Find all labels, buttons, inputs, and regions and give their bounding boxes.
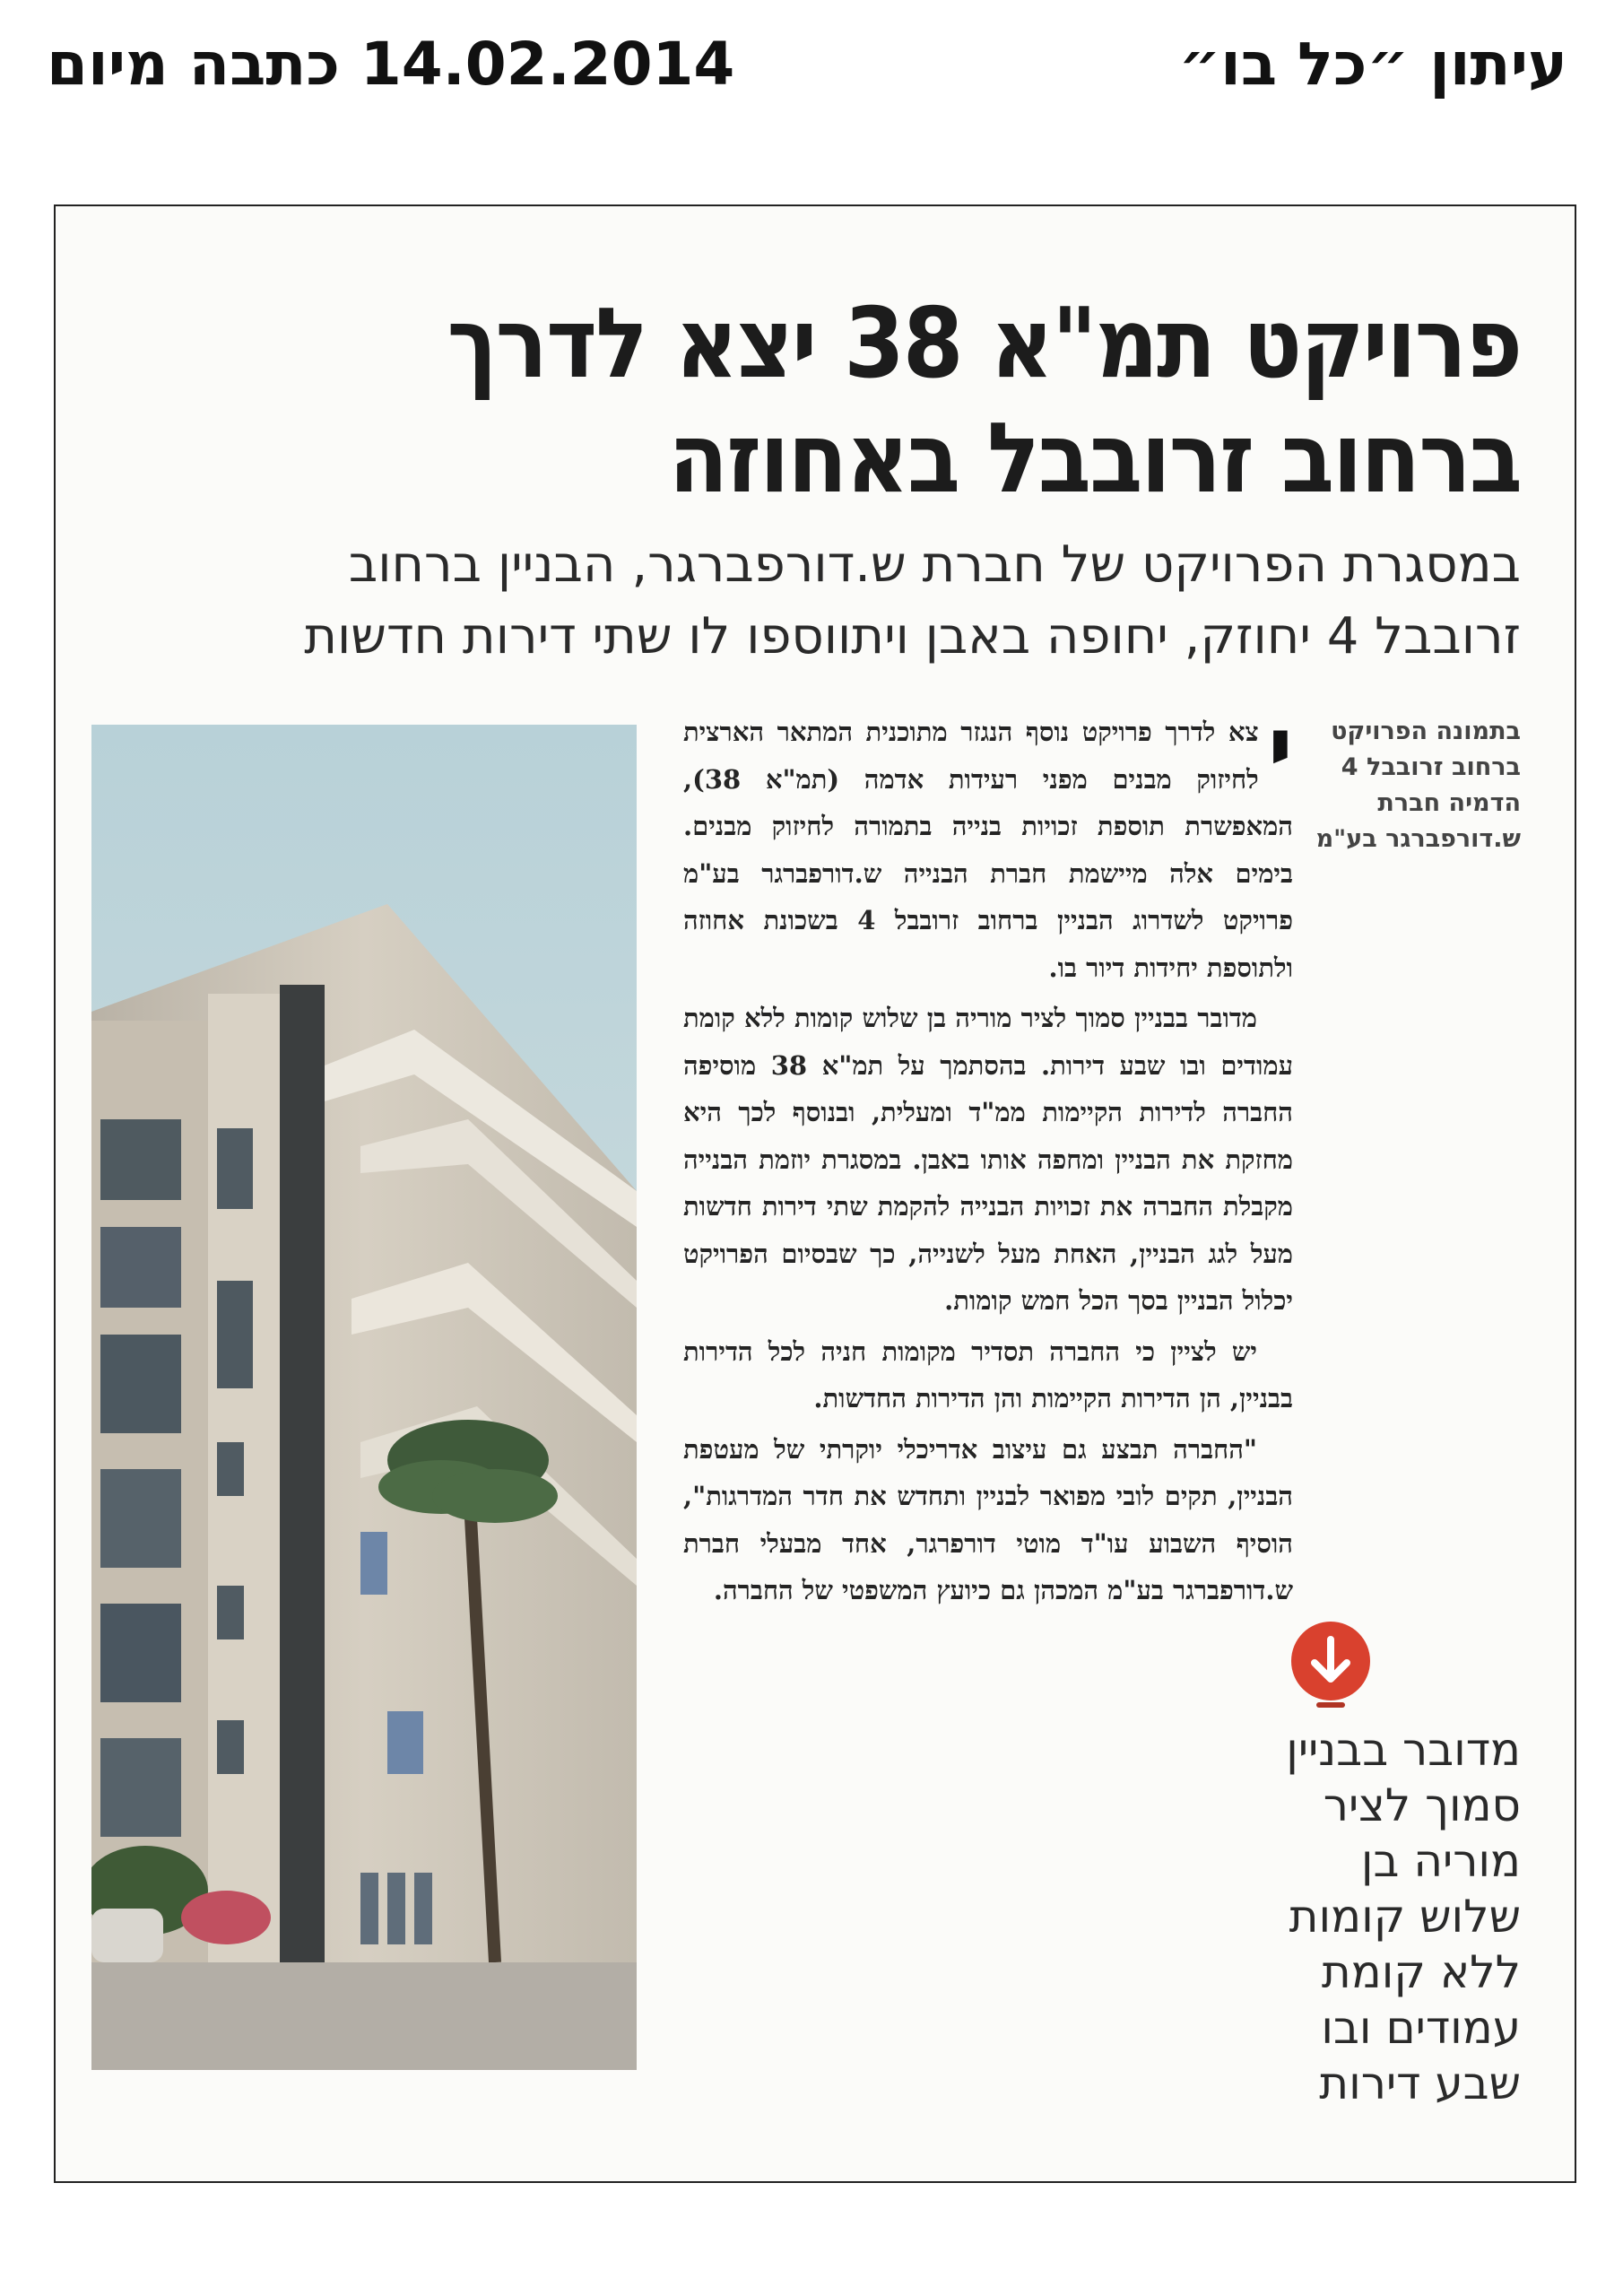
- headline-line-2: ברחוב זרובבל באחוזה: [668, 403, 1521, 515]
- newspaper-name-label: עיתון ״כל בו״: [1178, 30, 1567, 99]
- headline: [176, 287, 1521, 517]
- down-arrow-icon: [1289, 1620, 1372, 1713]
- building-rendering-illustration: [91, 725, 637, 2070]
- article-paragraph-2: מדובר בבניין סמוך לציר מוריה בן שלוש קומות ללא קומת עמודים ובו שבע דירות. בהסתמך על תמ"א 38 מוסיפה החברה לדירות הקיימות ממ"ד ומעלית, ובנוסף לכך היא מחזקת את הבניין ומחפה אותו באבן. במסגרת יוזמת הבנייה מקבלת החברה את זכויות הבנייה להקמת שתי דירות חדשות מעל לגג הבניין, האחת מעל לשנייה, כך שבסיום הפרויקט יכלול הבניין בסך הכל חמש קומות.: [683, 1003, 1294, 1316]
- article-paragraph-1-text: צא לדרך פרויקט נוסף הנגזר מתוכנית המתאר הארצית לחיזוק מבנים מפני רעידות אדמה (תמ"א 38), המאפשרת תוספת זכויות בנייה בתמורה לחיזוק מבנים. בימים אלה מיישמת חברת הבנייה ש.דורפברגר בע"מ פרויקט לשדרוג הבניין ברחוב זרובבל 4 בשכונת אחוזה ולתוספת יחידות דיור בו.: [683, 717, 1293, 983]
- newspaper-clipping: [54, 204, 1576, 2183]
- article-paragraph-1: [683, 698, 1293, 991]
- photo-caption: בתמונה הפרויקט ברחוב זרובבל 4 הדמיה חברת ש.דורפברגר בע"מ: [1315, 718, 1521, 853]
- article-paragraph-4: "החברה תבצע גם עיצוב אדריכלי יוקרתי של מעטפת הבניין, תקים לובי מפואר לבניין ותחדש את חדר המדרגות", הוסיף השבוע עו"ד מוטי דורפרגר, אחד מבעלי חברת ש.דורפברגר בע"מ המכהן גם כיועץ המשפטי של החברה.: [683, 1433, 1293, 1605]
- subheadline-line-2: זרובבל 4 יחוזק, יחופה באבן ויתווספו לו שתי דירות חדשות: [304, 607, 1521, 665]
- article-body: [683, 698, 1294, 1618]
- subheadline-line-1: במסגרת הפרויקט של חברת ש.דורפברגר, הבניין ברחוב: [348, 535, 1521, 594]
- pull-quote: מדובר בבניין סמוך לציר מוריה בן שלוש קומות ללא קומת עמודים ובו שבע דירות: [1286, 1724, 1521, 2109]
- building-rendering-photo: [91, 725, 637, 2070]
- article-paragraph-3: יש לציין כי החברה תסדיר מקומות חניה לכל הדירות בבניין, הן הדירות הקיימות והן הדירות החדשות.: [683, 1335, 1293, 1413]
- subheadline: [176, 529, 1521, 673]
- headline-line-1: פרויקט תמ"א 38 יצא לדרך: [447, 288, 1521, 400]
- drop-cap: י: [1267, 698, 1293, 798]
- article-date-label: 14.02.2014 כתבה מיום: [47, 30, 735, 99]
